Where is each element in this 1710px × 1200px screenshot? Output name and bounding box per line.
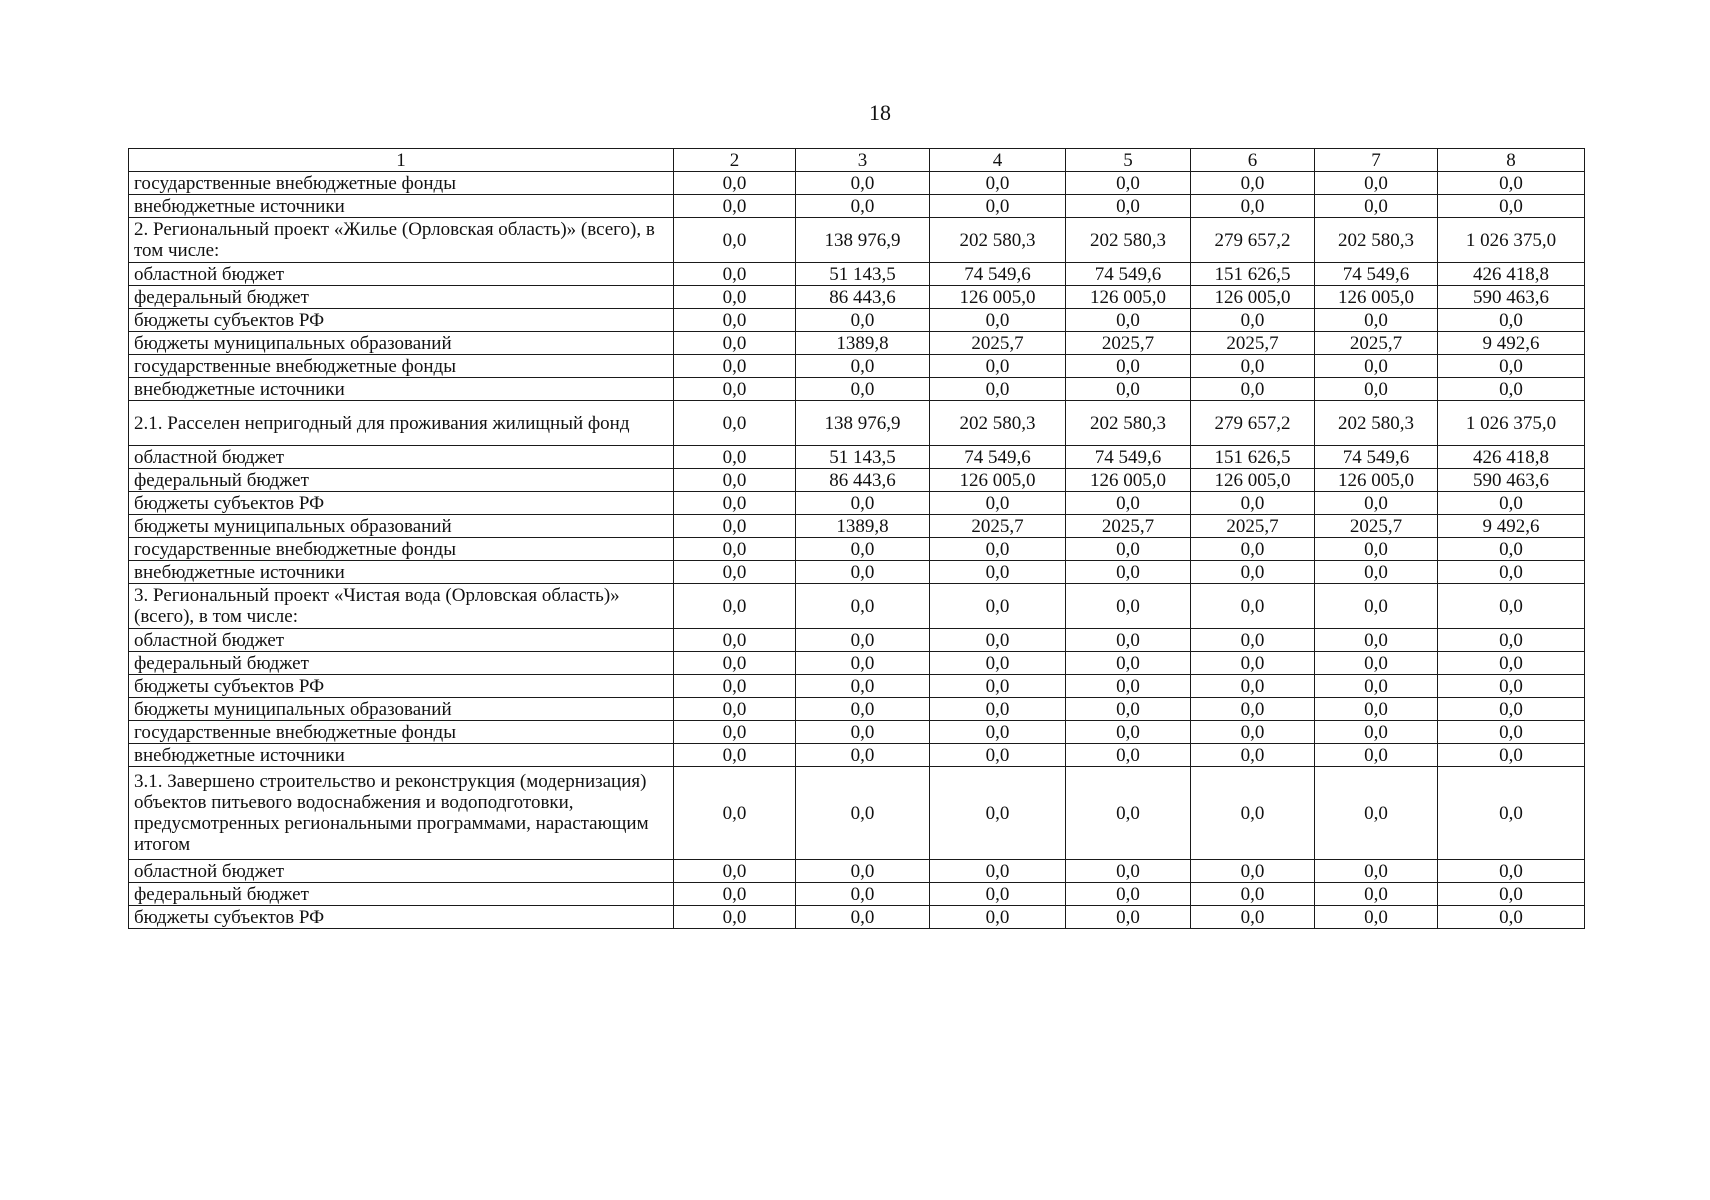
- row-label: бюджеты субъектов РФ: [129, 675, 674, 698]
- value-cell-col-5: 0,0: [1066, 767, 1191, 860]
- value-cell-col-2: 0,0: [674, 263, 796, 286]
- row-label: федеральный бюджет: [129, 883, 674, 906]
- column-number-7: 7: [1315, 149, 1438, 172]
- column-number-6: 6: [1191, 149, 1315, 172]
- value-cell-col-5: 0,0: [1066, 561, 1191, 584]
- value-cell-col-7: 0,0: [1315, 906, 1438, 929]
- value-cell-col-7: 126 005,0: [1315, 286, 1438, 309]
- value-cell-col-5: 0,0: [1066, 721, 1191, 744]
- value-cell-col-4: 2025,7: [930, 515, 1066, 538]
- value-cell-col-2: 0,0: [674, 492, 796, 515]
- column-number-2: 2: [674, 149, 796, 172]
- row-label: внебюджетные источники: [129, 744, 674, 767]
- value-cell-col-8: 0,0: [1438, 767, 1585, 860]
- value-cell-col-5: 74 549,6: [1066, 263, 1191, 286]
- value-cell-col-8: 0,0: [1438, 538, 1585, 561]
- value-cell-col-3: 0,0: [796, 698, 930, 721]
- value-cell-col-3: 0,0: [796, 538, 930, 561]
- value-cell-col-8: 0,0: [1438, 652, 1585, 675]
- value-cell-col-6: 126 005,0: [1191, 286, 1315, 309]
- value-cell-col-6: 2025,7: [1191, 332, 1315, 355]
- row-label: внебюджетные источники: [129, 561, 674, 584]
- value-cell-col-2: 0,0: [674, 860, 796, 883]
- value-cell-col-3: 0,0: [796, 860, 930, 883]
- row-label: внебюджетные источники: [129, 378, 674, 401]
- value-cell-col-3: 0,0: [796, 355, 930, 378]
- value-cell-col-3: 0,0: [796, 767, 930, 860]
- table-row: [129, 446, 1585, 469]
- value-cell-col-8: 0,0: [1438, 883, 1585, 906]
- value-cell-col-5: 0,0: [1066, 906, 1191, 929]
- value-cell-col-6: 0,0: [1191, 883, 1315, 906]
- value-cell-col-8: 0,0: [1438, 355, 1585, 378]
- table-row: [129, 744, 1585, 767]
- value-cell-col-4: 126 005,0: [930, 286, 1066, 309]
- value-cell-col-7: 74 549,6: [1315, 446, 1438, 469]
- value-cell-col-6: 0,0: [1191, 172, 1315, 195]
- value-cell-col-7: 2025,7: [1315, 332, 1438, 355]
- value-cell-col-8: 0,0: [1438, 172, 1585, 195]
- row-label: 3. Региональный проект «Чистая вода (Орловская область)» (всего), в том числе:: [129, 584, 674, 629]
- table-row: [129, 309, 1585, 332]
- row-label: областной бюджет: [129, 446, 674, 469]
- value-cell-col-6: 2025,7: [1191, 515, 1315, 538]
- value-cell-col-5: 0,0: [1066, 698, 1191, 721]
- value-cell-col-7: 0,0: [1315, 355, 1438, 378]
- value-cell-col-2: 0,0: [674, 355, 796, 378]
- table-row: [129, 675, 1585, 698]
- value-cell-col-5: 0,0: [1066, 860, 1191, 883]
- value-cell-col-2: 0,0: [674, 378, 796, 401]
- row-label: 2. Региональный проект «Жилье (Орловская область)» (всего), в том числе:: [129, 218, 674, 263]
- value-cell-col-2: 0,0: [674, 883, 796, 906]
- value-cell-col-2: 0,0: [674, 584, 796, 629]
- value-cell-col-3: 51 143,5: [796, 446, 930, 469]
- value-cell-col-4: 126 005,0: [930, 469, 1066, 492]
- value-cell-col-3: 0,0: [796, 652, 930, 675]
- value-cell-col-6: 279 657,2: [1191, 218, 1315, 263]
- value-cell-col-4: 0,0: [930, 883, 1066, 906]
- value-cell-col-7: 0,0: [1315, 378, 1438, 401]
- value-cell-col-4: 2025,7: [930, 332, 1066, 355]
- value-cell-col-4: 74 549,6: [930, 446, 1066, 469]
- value-cell-col-6: 0,0: [1191, 538, 1315, 561]
- row-label: областной бюджет: [129, 263, 674, 286]
- value-cell-col-3: 0,0: [796, 378, 930, 401]
- value-cell-col-7: 74 549,6: [1315, 263, 1438, 286]
- value-cell-col-6: 0,0: [1191, 355, 1315, 378]
- value-cell-col-7: 0,0: [1315, 629, 1438, 652]
- table-row: [129, 860, 1585, 883]
- table-row: [129, 698, 1585, 721]
- value-cell-col-2: 0,0: [674, 401, 796, 446]
- value-cell-col-4: 202 580,3: [930, 218, 1066, 263]
- value-cell-col-5: 0,0: [1066, 584, 1191, 629]
- value-cell-col-3: 1389,8: [796, 332, 930, 355]
- value-cell-col-6: 151 626,5: [1191, 263, 1315, 286]
- value-cell-col-8: 0,0: [1438, 860, 1585, 883]
- value-cell-col-5: 0,0: [1066, 172, 1191, 195]
- value-cell-col-4: 202 580,3: [930, 401, 1066, 446]
- table-row: [129, 355, 1585, 378]
- table-row: [129, 263, 1585, 286]
- value-cell-col-8: 0,0: [1438, 675, 1585, 698]
- column-number-1: 1: [129, 149, 674, 172]
- value-cell-col-2: 0,0: [674, 721, 796, 744]
- value-cell-col-3: 0,0: [796, 309, 930, 332]
- value-cell-col-5: 2025,7: [1066, 515, 1191, 538]
- table-row: [129, 515, 1585, 538]
- value-cell-col-6: 0,0: [1191, 629, 1315, 652]
- row-label: бюджеты субъектов РФ: [129, 309, 674, 332]
- table-row: [129, 652, 1585, 675]
- value-cell-col-6: 279 657,2: [1191, 401, 1315, 446]
- value-cell-col-3: 0,0: [796, 721, 930, 744]
- value-cell-col-7: 0,0: [1315, 172, 1438, 195]
- value-cell-col-2: 0,0: [674, 172, 796, 195]
- table-row: [129, 286, 1585, 309]
- value-cell-col-2: 0,0: [674, 195, 796, 218]
- value-cell-col-3: 0,0: [796, 172, 930, 195]
- value-cell-col-3: 51 143,5: [796, 263, 930, 286]
- value-cell-col-8: 9 492,6: [1438, 515, 1585, 538]
- value-cell-col-7: 0,0: [1315, 675, 1438, 698]
- row-label: бюджеты субъектов РФ: [129, 906, 674, 929]
- value-cell-col-6: 151 626,5: [1191, 446, 1315, 469]
- value-cell-col-2: 0,0: [674, 629, 796, 652]
- value-cell-col-4: 0,0: [930, 561, 1066, 584]
- value-cell-col-7: 0,0: [1315, 652, 1438, 675]
- value-cell-col-8: 0,0: [1438, 584, 1585, 629]
- value-cell-col-8: 1 026 375,0: [1438, 401, 1585, 446]
- value-cell-col-4: 0,0: [930, 584, 1066, 629]
- value-cell-col-2: 0,0: [674, 286, 796, 309]
- value-cell-col-3: 0,0: [796, 629, 930, 652]
- value-cell-col-3: 86 443,6: [796, 286, 930, 309]
- column-number-8: 8: [1438, 149, 1585, 172]
- value-cell-col-6: 0,0: [1191, 195, 1315, 218]
- value-cell-col-7: 0,0: [1315, 767, 1438, 860]
- value-cell-col-5: 0,0: [1066, 883, 1191, 906]
- row-label: 2.1. Расселен непригодный для проживания жилищный фонд: [129, 401, 674, 446]
- value-cell-col-7: 0,0: [1315, 561, 1438, 584]
- value-cell-col-2: 0,0: [674, 332, 796, 355]
- table-row: [129, 561, 1585, 584]
- value-cell-col-3: 0,0: [796, 492, 930, 515]
- value-cell-col-7: 0,0: [1315, 698, 1438, 721]
- value-cell-col-4: 74 549,6: [930, 263, 1066, 286]
- value-cell-col-6: 0,0: [1191, 860, 1315, 883]
- value-cell-col-5: 0,0: [1066, 675, 1191, 698]
- value-cell-col-4: 0,0: [930, 675, 1066, 698]
- value-cell-col-7: 0,0: [1315, 860, 1438, 883]
- value-cell-col-3: 1389,8: [796, 515, 930, 538]
- value-cell-col-3: 0,0: [796, 561, 930, 584]
- value-cell-col-2: 0,0: [674, 515, 796, 538]
- row-label: внебюджетные источники: [129, 195, 674, 218]
- value-cell-col-4: 0,0: [930, 378, 1066, 401]
- value-cell-col-4: 0,0: [930, 629, 1066, 652]
- value-cell-col-6: 0,0: [1191, 584, 1315, 629]
- table-row: [129, 332, 1585, 355]
- value-cell-col-4: 0,0: [930, 860, 1066, 883]
- value-cell-col-5: 126 005,0: [1066, 286, 1191, 309]
- row-label: областной бюджет: [129, 629, 674, 652]
- value-cell-col-8: 1 026 375,0: [1438, 218, 1585, 263]
- value-cell-col-6: 0,0: [1191, 721, 1315, 744]
- table-row: [129, 584, 1585, 629]
- value-cell-col-4: 0,0: [930, 721, 1066, 744]
- value-cell-col-5: 0,0: [1066, 744, 1191, 767]
- value-cell-col-5: 0,0: [1066, 629, 1191, 652]
- page-number: 18: [869, 100, 891, 125]
- value-cell-col-3: 138 976,9: [796, 401, 930, 446]
- row-label: федеральный бюджет: [129, 469, 674, 492]
- value-cell-col-7: 126 005,0: [1315, 469, 1438, 492]
- value-cell-col-5: 202 580,3: [1066, 218, 1191, 263]
- table-row: [129, 721, 1585, 744]
- table-row: [129, 492, 1585, 515]
- value-cell-col-4: 0,0: [930, 492, 1066, 515]
- value-cell-col-3: 0,0: [796, 744, 930, 767]
- table-row: [129, 767, 1585, 860]
- table-body: [129, 149, 1585, 929]
- value-cell-col-5: 126 005,0: [1066, 469, 1191, 492]
- value-cell-col-6: 0,0: [1191, 309, 1315, 332]
- row-label: 3.1. Завершено строительство и реконструкция (модернизация) объектов питьевого водоснабжения и водоподготовки, предусмотренных региональными программами, нарастающим итогом: [129, 767, 674, 860]
- value-cell-col-8: 590 463,6: [1438, 469, 1585, 492]
- value-cell-col-6: 0,0: [1191, 744, 1315, 767]
- value-cell-col-4: 0,0: [930, 195, 1066, 218]
- table-row: [129, 883, 1585, 906]
- table-header-row: [129, 149, 1585, 172]
- value-cell-col-8: 0,0: [1438, 561, 1585, 584]
- table-row: [129, 172, 1585, 195]
- value-cell-col-7: 0,0: [1315, 744, 1438, 767]
- value-cell-col-3: 0,0: [796, 195, 930, 218]
- value-cell-col-5: 0,0: [1066, 195, 1191, 218]
- table-row: [129, 629, 1585, 652]
- value-cell-col-7: 0,0: [1315, 721, 1438, 744]
- value-cell-col-7: 2025,7: [1315, 515, 1438, 538]
- value-cell-col-6: 126 005,0: [1191, 469, 1315, 492]
- row-label: бюджеты муниципальных образований: [129, 515, 674, 538]
- value-cell-col-2: 0,0: [674, 906, 796, 929]
- value-cell-col-3: 0,0: [796, 584, 930, 629]
- table-row: [129, 906, 1585, 929]
- value-cell-col-2: 0,0: [674, 698, 796, 721]
- value-cell-col-7: 0,0: [1315, 538, 1438, 561]
- budget-table: [128, 148, 1585, 929]
- value-cell-col-6: 0,0: [1191, 767, 1315, 860]
- value-cell-col-4: 0,0: [930, 538, 1066, 561]
- row-label: государственные внебюджетные фонды: [129, 172, 674, 195]
- value-cell-col-3: 138 976,9: [796, 218, 930, 263]
- value-cell-col-4: 0,0: [930, 698, 1066, 721]
- value-cell-col-6: 0,0: [1191, 561, 1315, 584]
- value-cell-col-5: 0,0: [1066, 378, 1191, 401]
- value-cell-col-6: 0,0: [1191, 675, 1315, 698]
- table-row: [129, 401, 1585, 446]
- row-label: областной бюджет: [129, 860, 674, 883]
- value-cell-col-2: 0,0: [674, 652, 796, 675]
- row-label: федеральный бюджет: [129, 286, 674, 309]
- value-cell-col-8: 0,0: [1438, 309, 1585, 332]
- value-cell-col-8: 9 492,6: [1438, 332, 1585, 355]
- value-cell-col-5: 202 580,3: [1066, 401, 1191, 446]
- value-cell-col-6: 0,0: [1191, 906, 1315, 929]
- value-cell-col-2: 0,0: [674, 538, 796, 561]
- column-number-3: 3: [796, 149, 930, 172]
- value-cell-col-4: 0,0: [930, 172, 1066, 195]
- value-cell-col-2: 0,0: [674, 561, 796, 584]
- value-cell-col-8: 0,0: [1438, 492, 1585, 515]
- value-cell-col-8: 426 418,8: [1438, 263, 1585, 286]
- value-cell-col-2: 0,0: [674, 218, 796, 263]
- value-cell-col-8: 0,0: [1438, 698, 1585, 721]
- column-number-4: 4: [930, 149, 1066, 172]
- value-cell-col-3: 0,0: [796, 883, 930, 906]
- value-cell-col-7: 202 580,3: [1315, 218, 1438, 263]
- value-cell-col-8: 0,0: [1438, 744, 1585, 767]
- value-cell-col-4: 0,0: [930, 652, 1066, 675]
- value-cell-col-7: 0,0: [1315, 492, 1438, 515]
- row-label: бюджеты субъектов РФ: [129, 492, 674, 515]
- value-cell-col-4: 0,0: [930, 309, 1066, 332]
- value-cell-col-5: 74 549,6: [1066, 446, 1191, 469]
- value-cell-col-3: 86 443,6: [796, 469, 930, 492]
- value-cell-col-4: 0,0: [930, 767, 1066, 860]
- column-number-5: 5: [1066, 149, 1191, 172]
- row-label: бюджеты муниципальных образований: [129, 698, 674, 721]
- table-row: [129, 538, 1585, 561]
- value-cell-col-4: 0,0: [930, 355, 1066, 378]
- value-cell-col-4: 0,0: [930, 906, 1066, 929]
- row-label: федеральный бюджет: [129, 652, 674, 675]
- row-label: государственные внебюджетные фонды: [129, 721, 674, 744]
- table-row: [129, 378, 1585, 401]
- value-cell-col-5: 2025,7: [1066, 332, 1191, 355]
- value-cell-col-8: 590 463,6: [1438, 286, 1585, 309]
- table-row: [129, 469, 1585, 492]
- value-cell-col-6: 0,0: [1191, 698, 1315, 721]
- value-cell-col-4: 0,0: [930, 744, 1066, 767]
- value-cell-col-8: 0,0: [1438, 378, 1585, 401]
- value-cell-col-5: 0,0: [1066, 538, 1191, 561]
- value-cell-col-6: 0,0: [1191, 492, 1315, 515]
- row-label: государственные внебюджетные фонды: [129, 538, 674, 561]
- value-cell-col-3: 0,0: [796, 906, 930, 929]
- value-cell-col-5: 0,0: [1066, 309, 1191, 332]
- value-cell-col-7: 0,0: [1315, 195, 1438, 218]
- value-cell-col-3: 0,0: [796, 675, 930, 698]
- value-cell-col-2: 0,0: [674, 309, 796, 332]
- value-cell-col-8: 0,0: [1438, 906, 1585, 929]
- value-cell-col-6: 0,0: [1191, 652, 1315, 675]
- value-cell-col-8: 0,0: [1438, 721, 1585, 744]
- value-cell-col-2: 0,0: [674, 675, 796, 698]
- value-cell-col-8: 0,0: [1438, 195, 1585, 218]
- value-cell-col-5: 0,0: [1066, 355, 1191, 378]
- value-cell-col-7: 0,0: [1315, 584, 1438, 629]
- row-label: государственные внебюджетные фонды: [129, 355, 674, 378]
- table-row: [129, 218, 1585, 263]
- value-cell-col-5: 0,0: [1066, 492, 1191, 515]
- value-cell-col-7: 202 580,3: [1315, 401, 1438, 446]
- value-cell-col-7: 0,0: [1315, 309, 1438, 332]
- value-cell-col-6: 0,0: [1191, 378, 1315, 401]
- value-cell-col-2: 0,0: [674, 446, 796, 469]
- table-row: [129, 195, 1585, 218]
- value-cell-col-8: 0,0: [1438, 629, 1585, 652]
- row-label: бюджеты муниципальных образований: [129, 332, 674, 355]
- value-cell-col-5: 0,0: [1066, 652, 1191, 675]
- value-cell-col-2: 0,0: [674, 767, 796, 860]
- value-cell-col-2: 0,0: [674, 469, 796, 492]
- value-cell-col-2: 0,0: [674, 744, 796, 767]
- value-cell-col-7: 0,0: [1315, 883, 1438, 906]
- value-cell-col-8: 426 418,8: [1438, 446, 1585, 469]
